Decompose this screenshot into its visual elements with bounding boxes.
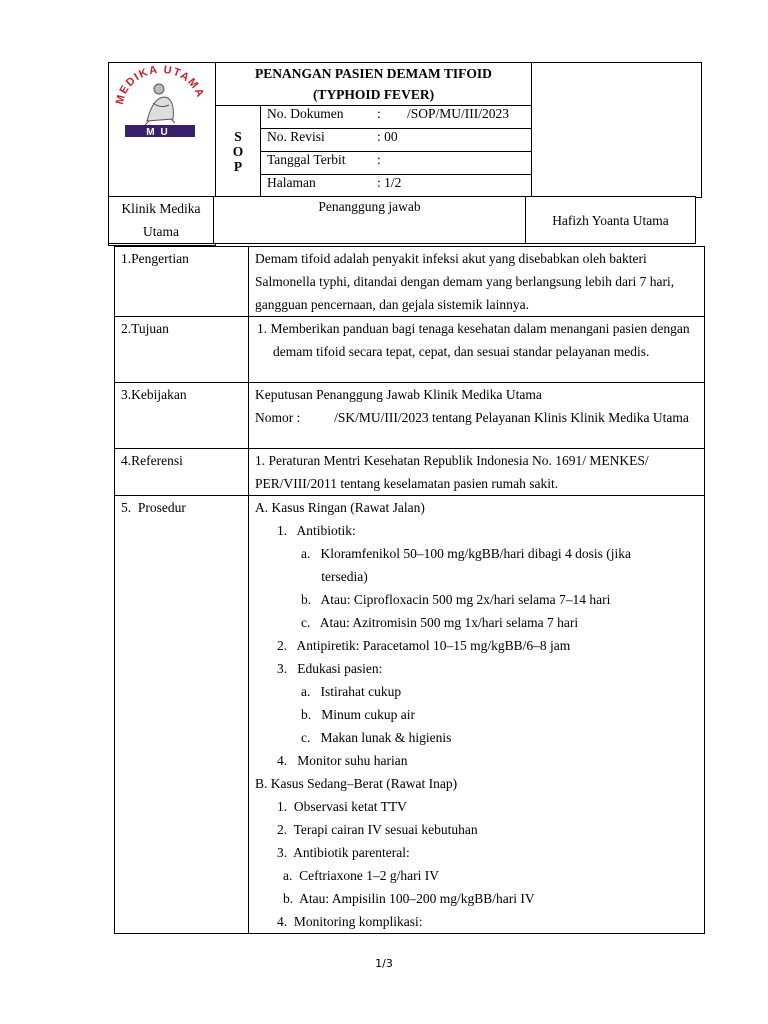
clinic-name-line1: Klinik Medika (121, 201, 201, 216)
prosedur-line: 3. Antibiotik parenteral: (277, 845, 410, 860)
meta-row-dokumen (261, 106, 532, 129)
prosedur-line: 2. Terapi cairan IV sesuai kebutuhan (277, 822, 478, 837)
meta-sep: : (377, 106, 381, 121)
meta-label: No. Revisi (267, 129, 325, 144)
section-content (249, 317, 705, 383)
sop-letter-s: S (234, 129, 242, 144)
sop-cell (216, 106, 261, 198)
meta-row-halaman (261, 175, 532, 198)
responsible-name: Hafizh Yoanta Utama (552, 213, 669, 228)
sop-letter-o: O (232, 144, 244, 159)
sop-letter-p: P (233, 159, 243, 174)
row-tujuan (115, 317, 705, 383)
clinic-logo (109, 63, 215, 197)
row-kebijakan (115, 383, 705, 449)
meta-sep: : (377, 175, 381, 190)
section-content (249, 383, 705, 449)
prosedur-list (255, 496, 698, 933)
prosedur-line: B. Kasus Sedang–Berat (Rawat Inap) (255, 776, 458, 791)
sop-content-table (114, 246, 705, 934)
prosedur-line: tersedia) (301, 569, 368, 584)
row-referensi (115, 449, 705, 496)
clinic-name-line2: Utama (143, 224, 179, 239)
clinic-name-cell (108, 196, 214, 244)
section-content (249, 496, 705, 934)
meta-label: Halaman (267, 175, 316, 190)
page-number: 1/3 (375, 957, 393, 970)
responsible-label: Penanggung jawab (318, 199, 421, 214)
prosedur-line: a. Ceftriaxone 1–2 g/hari IV (283, 868, 439, 883)
kebijakan-line1: Keputusan Penanggung Jawab Klinik Medika Utama (255, 387, 542, 402)
prosedur-line: b. Atau: Ampisilin 100–200 mg/kgBB/hari IV (283, 891, 535, 906)
responsible-name-cell (525, 196, 696, 244)
prosedur-line: c. Atau: Azitromisin 500 mg 1x/hari selama 7 hari (301, 615, 579, 630)
tujuan-item: 1. Memberikan panduan bagi tenaga kesehatan dalam menangani pasien dengan demam tifoid secara tepat, cepat, dan sesuai standar pelayanan medis. (257, 321, 690, 359)
logo-arc-text: MEDIKA UTAMA (113, 63, 207, 106)
document-title-line1: PENANGAN PASIEN DEMAM TIFOID (255, 66, 492, 81)
meta-sep: : (377, 152, 381, 167)
prosedur-line: b. Minum cukup air (301, 707, 415, 722)
section-label: 3.Kebijakan (115, 383, 249, 449)
section-content (249, 247, 705, 317)
meta-row-tanggal (261, 152, 532, 175)
meta-label: No. Dokumen (267, 106, 344, 121)
referensi-text: 1. Peraturan Mentri Kesehatan Republik Indonesia No. 1691/ MENKES/ PER/VIII/2011 tentang keselamatan pasien rumah sakit. (255, 453, 649, 491)
prosedur-line: A. Kasus Ringan (Rawat Jalan) (255, 500, 425, 515)
prosedur-line: b. Atau: Ciprofloxacin 500 mg 2x/hari selama 7–14 hari (301, 592, 611, 607)
prosedur-line: 1. Antibiotik: (277, 523, 356, 538)
prosedur-line: 4. Monitor suhu harian (277, 753, 408, 768)
meta-row-revisi (261, 129, 532, 152)
meta-sep: : (377, 129, 381, 144)
section-label (115, 496, 249, 934)
section-label: 4.Referensi (115, 449, 249, 496)
prosedur-line: 4. Monitoring komplikasi: (277, 914, 423, 929)
prosedur-line: c. Makan lunak & higienis (301, 730, 452, 745)
meta-label: Tanggal Terbit (267, 152, 346, 167)
logo-figure-icon (145, 84, 175, 125)
pengertian-text: Demam tifoid adalah penyakit infeksi akut yang disebabkan oleh bakteri Salmonella typhi, ditandai dengan demam yang berlangsung lebih dari 7 hari, gangguan pencernaan, dan gejala sistemik lainnya. (255, 251, 675, 312)
section-label: 1.Pengertian (115, 247, 249, 317)
prosedur-line: a. Istirahat cukup (301, 684, 402, 699)
prosedur-line: 2. Antipiretik: Paracetamol 10–15 mg/kgBB/6–8 jam (277, 638, 571, 653)
prosedur-line: a. Kloramfenikol 50–100 mg/kgBB/hari dibagi 4 dosis (jika (301, 546, 631, 561)
meta-value: 1/2 (384, 175, 402, 190)
title-cell (216, 63, 532, 106)
header-blank-cell (532, 63, 702, 198)
row-prosedur (115, 496, 705, 934)
prosedur-line: 3. Edukasi pasien: (277, 661, 383, 676)
row-pengertian (115, 247, 705, 317)
logo-badge-text: MU (146, 127, 174, 138)
responsible-label-cell (213, 196, 526, 244)
document-title-line2: (TYPHOID FEVER) (312, 87, 435, 102)
prosedur-line: 1. Observasi ketat TTV (277, 799, 407, 814)
meta-value: /SOP/MU/III/2023 (407, 106, 510, 121)
section-label: 2.Tujuan (115, 317, 249, 383)
section-content (249, 449, 705, 496)
meta-value: 00 (384, 129, 398, 144)
prosedur-label: 5. Prosedur (121, 500, 186, 515)
kebijakan-line2: Nomor : /SK/MU/III/2023 tentang Pelayanan Klinis Klinik Medika Utama (255, 410, 689, 425)
